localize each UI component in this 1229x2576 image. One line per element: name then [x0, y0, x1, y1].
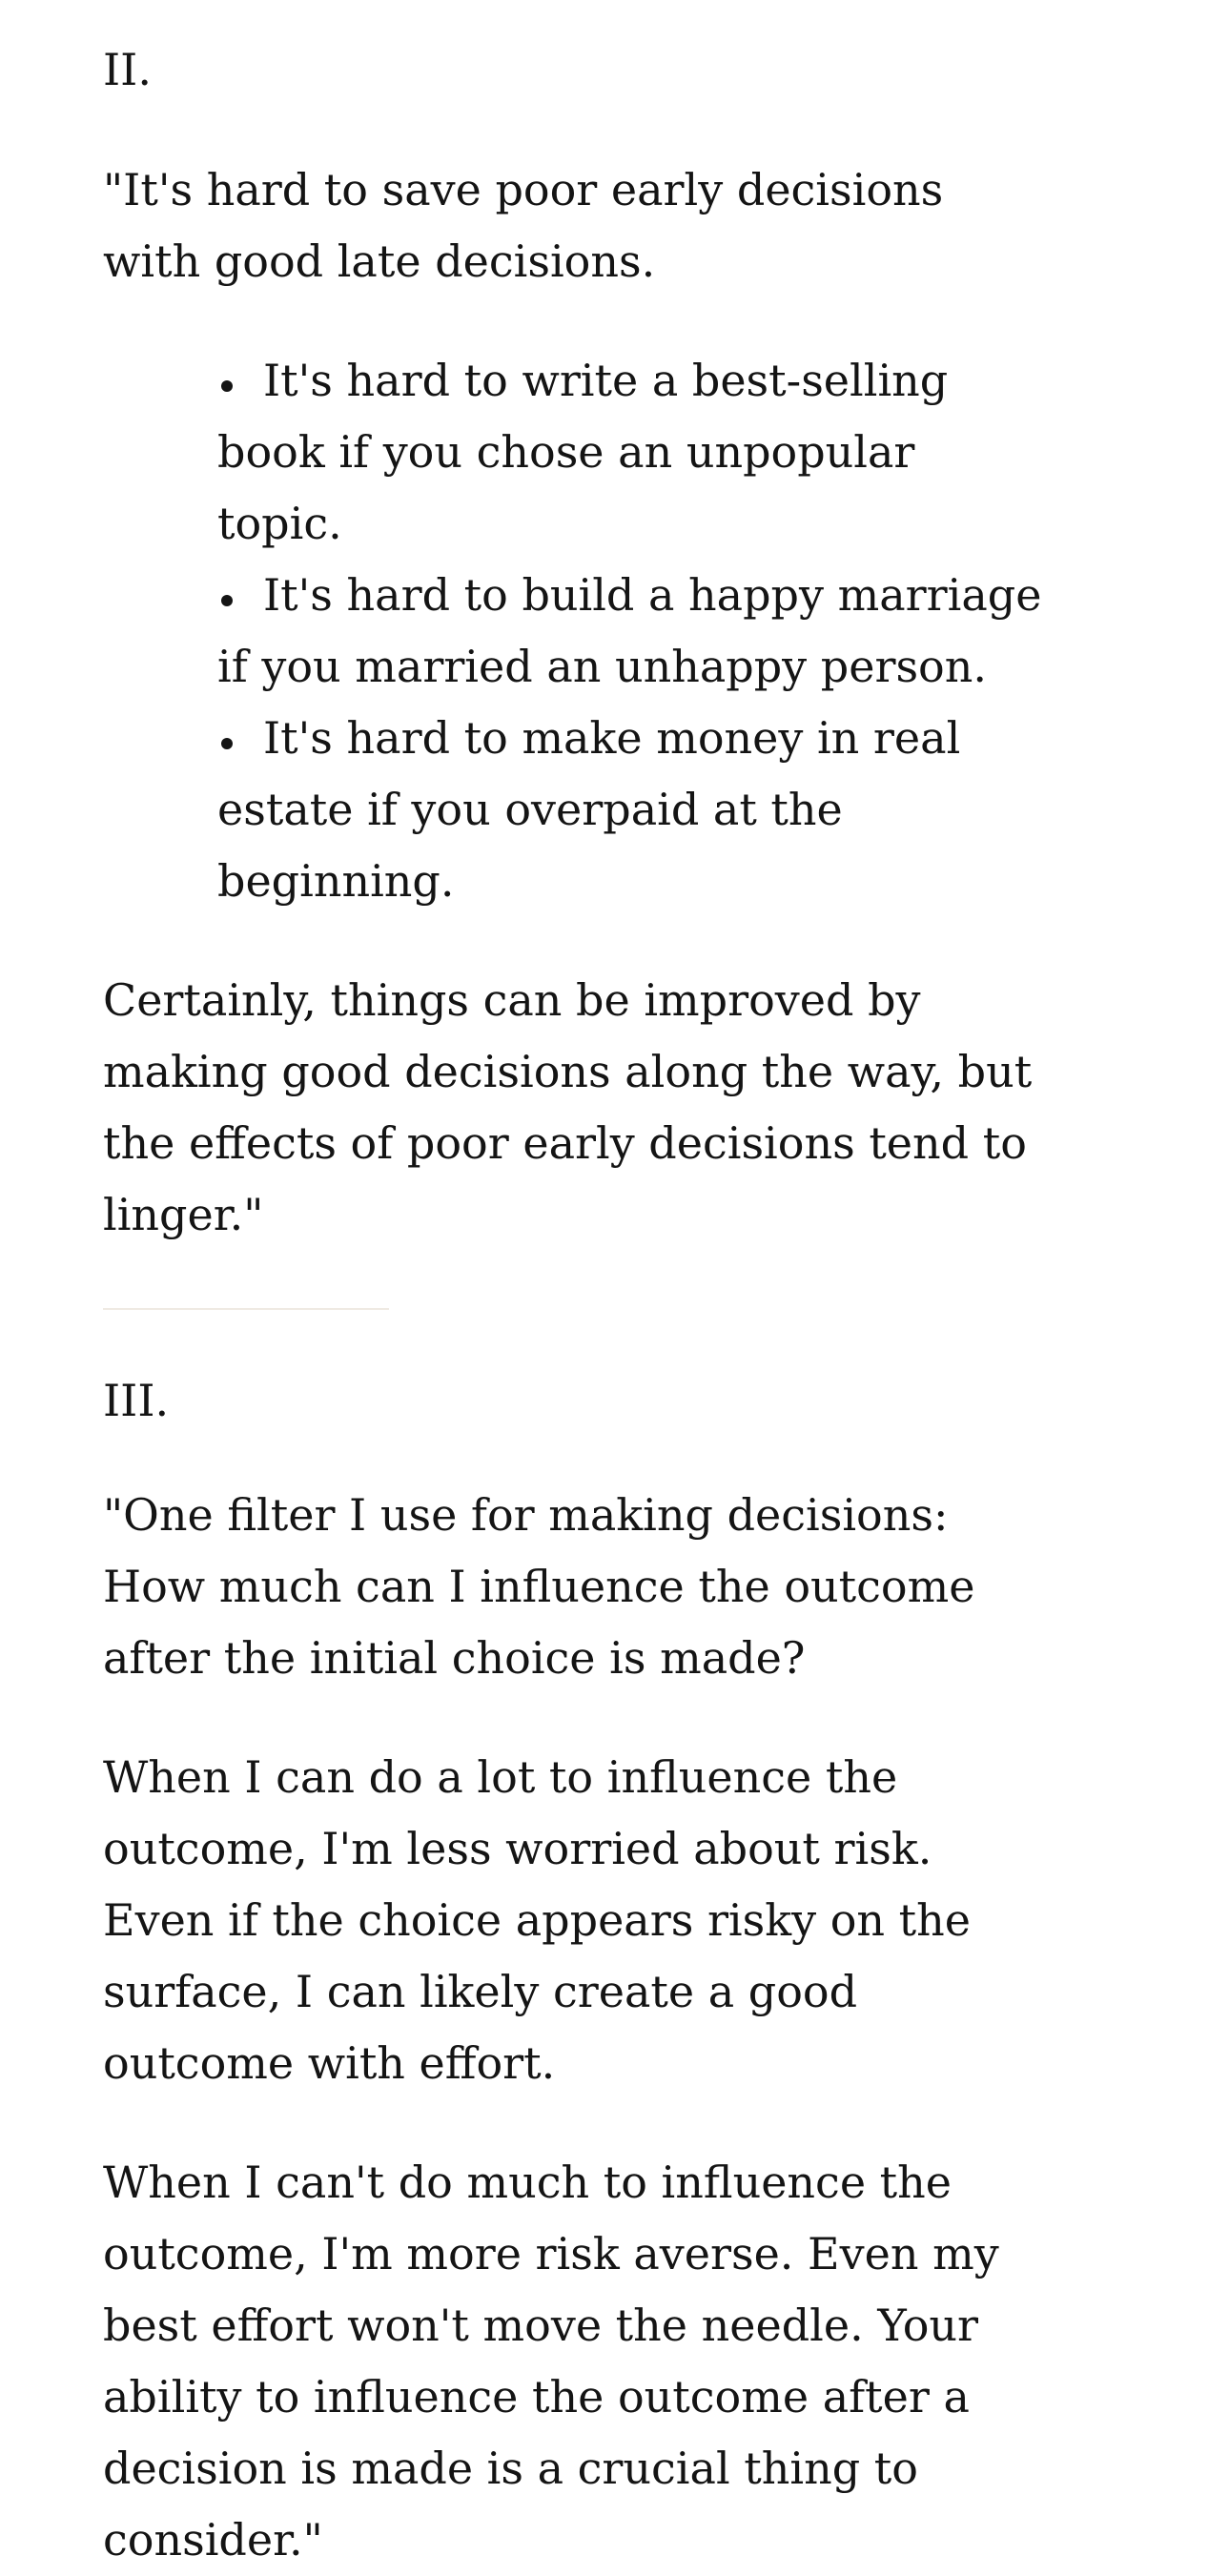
list-item-text: It's hard to make money in real estate if you overpaid at the beginning. [217, 711, 961, 907]
section-numeral-iii: III. [103, 1374, 170, 1426]
list-item-text: It's hard to write a best-selling book if you chose an unpopular topic. [217, 354, 949, 549]
list-item [217, 703, 1049, 917]
section-ii-closing: Certainly, things can be improved by making good decisions along the way, but the effects of poor early decisions tend to linger." [103, 973, 1033, 1240]
list-item-text: It's hard to build a happy marriage if you married an unhappy person. [217, 568, 1042, 692]
section-iii-paragraph-2: When I can do a lot to influence the outcome, I'm less worried about risk. Even if the choice appears risky on the surface, I can likely create a good outcome with effort. [103, 1750, 972, 2089]
section-divider [103, 1308, 389, 1310]
section-numeral-ii: II. [103, 44, 152, 95]
list-item [217, 560, 1049, 703]
bullet-list [103, 345, 1049, 917]
list-item [217, 345, 1049, 560]
section-iii-paragraph-3: When I can't do much to influence the outcome, I'm more risk averse. Even my best effort won't move the needle. Your ability to influence the outcome after a decision is made is a crucial thing to consider." [103, 2156, 999, 2566]
section-iii-paragraph-1: "One filter I use for making decisions: How much can I influence the outcome after the initial choice is made? [103, 1488, 975, 1684]
section-ii-intro: "It's hard to save poor early decisions with good late decisions. [103, 163, 944, 287]
